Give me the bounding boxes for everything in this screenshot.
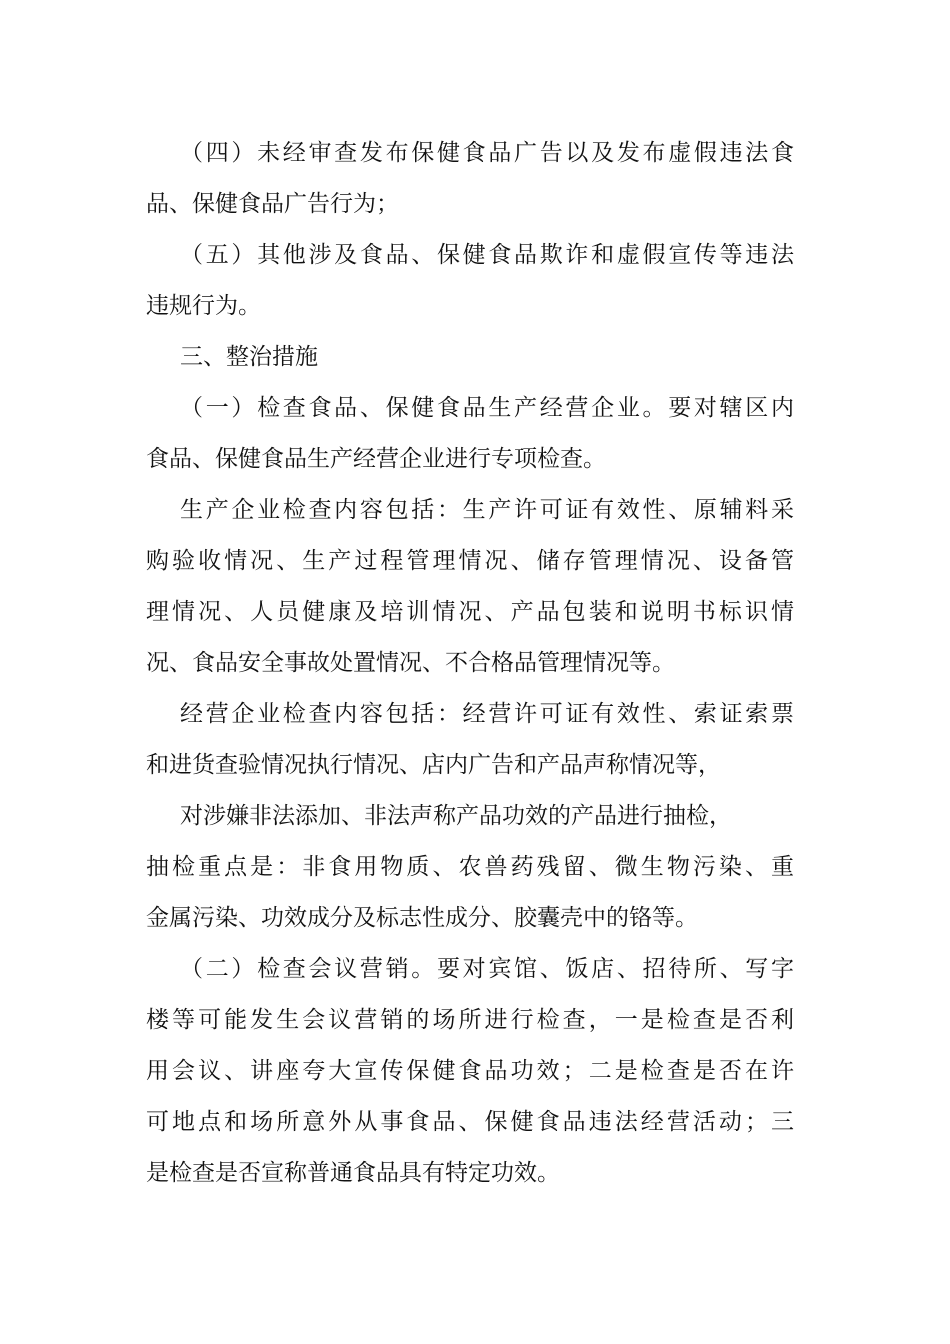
sampling-line-2: 抽检重点是：非食用物质、农兽药残留、微生物污染、重 <box>146 854 794 880</box>
paragraph-five-line-2: 违规行为。 <box>146 293 261 319</box>
measure-two-line-5: 是检查是否宣称普通食品具有特定功效。 <box>146 1160 560 1186</box>
measure-two-line-2: 楼等可能发生会议营销的场所进行检查，一是检查是否利 <box>146 1007 794 1033</box>
business-check-line-1: 经营企业检查内容包括：经营许可证有效性、索证索票 <box>180 701 794 727</box>
measure-two-line-3: 用会议、讲座夸大宣传保健食品功效；二是检查是否在许 <box>146 1058 794 1084</box>
section-heading-measures: 三、整治措施 <box>180 344 318 370</box>
sampling-line-1: 对涉嫌非法添加、非法声称产品功效的产品进行抽检， <box>180 803 732 829</box>
measure-two-line-4: 可地点和场所意外从事食品、保健食品违法经营活动；三 <box>146 1109 794 1135</box>
production-check-line-4: 况、食品安全事故处置情况、不合格品管理情况等。 <box>146 650 675 676</box>
production-check-line-2: 购验收情况、生产过程管理情况、储存管理情况、设备管 <box>146 548 794 574</box>
production-check-line-1: 生产企业检查内容包括：生产许可证有效性、原辅料采 <box>180 497 794 523</box>
document-body <box>146 128 794 1199</box>
sampling-line-3: 金属污染、功效成分及标志性成分、胶囊壳中的铬等。 <box>146 905 698 931</box>
business-check-line-2: 和进货查验情况执行情况、店内广告和产品声称情况等， <box>146 752 721 778</box>
measure-one-line-2: 食品、保健食品生产经营企业进行专项检查。 <box>146 446 606 472</box>
paragraph-five-line-1: （五）其他涉及食品、保健食品欺诈和虚假宣传等违法 <box>180 242 794 268</box>
paragraph-four-line-1: （四）未经审查发布保健食品广告以及发布虚假违法食 <box>180 140 794 166</box>
measure-two-line-1: （二）检查会议营销。要对宾馆、饭店、招待所、写字 <box>180 956 794 982</box>
production-check-line-3: 理情况、人员健康及培训情况、产品包装和说明书标识情 <box>146 599 794 625</box>
measure-one-line-1: （一）检查食品、保健食品生产经营企业。要对辖区内 <box>180 395 794 421</box>
paragraph-four-line-2: 品、保健食品广告行为； <box>146 191 399 217</box>
